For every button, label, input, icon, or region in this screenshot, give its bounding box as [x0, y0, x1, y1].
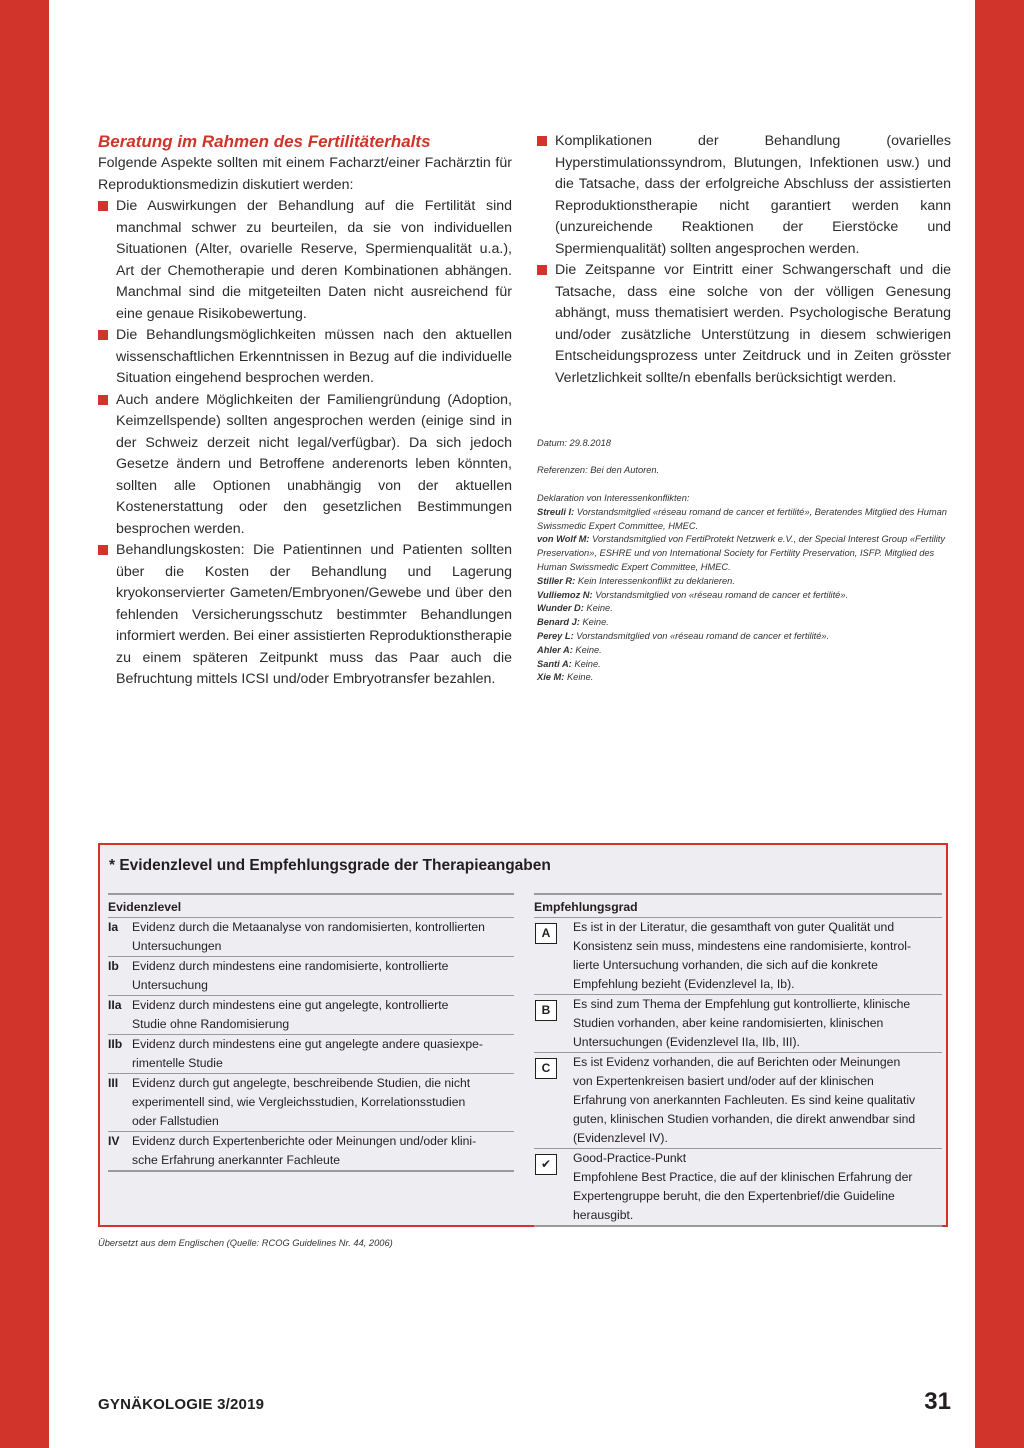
bullet-square-icon: [537, 265, 547, 275]
description-line: (Evidenzlevel IV).: [573, 1131, 668, 1145]
checkmark-icon: ✔: [535, 1154, 557, 1175]
description-line: Evidenz durch mindestens eine gut angelegte, kontrollierte: [132, 998, 449, 1012]
description-line: Empfohlene Best Practice, die auf der klinischen Erfahrung der: [573, 1170, 913, 1184]
declaration-author: Benard J:: [537, 617, 580, 628]
description-line: sche Erfahrung anerkannter Fachleute: [132, 1153, 340, 1167]
description-line: lierte Untersuchung vorhanden, die sich auf die konkrete: [573, 958, 878, 972]
description-line: Erfahrung von anerkannten Fachleuten. Es sind keine qualitativ: [573, 1093, 916, 1107]
declaration-entry: [537, 533, 951, 574]
left-red-margin-bar: [0, 0, 49, 1448]
description-line: Evidenz durch gut angelegte, beschreibende Studien, die nicht: [132, 1076, 471, 1090]
evidence-level-row: [108, 996, 514, 1034]
left-text-column: [98, 131, 512, 691]
declaration-author: Xie M:: [537, 672, 565, 683]
conflict-declarations: [537, 492, 951, 685]
grade-description: [573, 1149, 942, 1225]
description-line: von Expertenkreisen basiert und/oder auf der klinischen: [573, 1074, 874, 1088]
description-line: herausgibt.: [573, 1208, 634, 1222]
source-caption: Übersetzt aus dem Englischen (Quelle: RCOG Guidelines Nr. 44, 2006): [98, 1238, 393, 1248]
declaration-author: Vulliemoz N:: [537, 589, 593, 600]
declaration-text: Keine.: [566, 672, 594, 683]
declaration-heading: Deklaration von Interessenkonflikten:: [537, 493, 690, 503]
declaration-author: Perey L:: [537, 630, 574, 641]
declaration-text: Keine.: [586, 603, 613, 614]
grade-badge: B: [535, 1000, 557, 1021]
right-red-margin-bar: [975, 0, 1024, 1448]
evidence-box-title: * Evidenzlevel und Empfehlungsgrade der Therapieangaben: [109, 857, 551, 874]
bullet-square-icon: [98, 201, 108, 211]
declaration-author: von Wolf M:: [537, 534, 590, 545]
description-line: Konsistenz sein muss, mindestens eine randomisierte, kontrol-: [573, 939, 912, 953]
description-line: Evidenz durch mindestens eine gut angelegte andere quasiexpe-: [132, 1037, 483, 1051]
evidence-level-code: IIa: [108, 998, 122, 1012]
declaration-text: Keine.: [574, 658, 601, 669]
declaration-entry: [537, 658, 951, 672]
evidence-level-code: III: [108, 1076, 119, 1090]
declaration-author: Streuli I:: [537, 506, 575, 517]
declaration-text: Vorstandsmitglied von «réseau romand de cancer et fertilité».: [595, 589, 849, 600]
article-date: Datum: 29.8.2018: [537, 438, 611, 448]
evidence-levels-box: [98, 843, 948, 1227]
grade-description: [573, 995, 942, 1052]
description-line: guten, klinischen Studien vorhanden, die direkt anwendbar sind: [573, 1112, 916, 1126]
recommendation-grade-row: [534, 1149, 942, 1225]
evidence-levels-table: [108, 893, 514, 1172]
grade-badge: C: [535, 1058, 557, 1079]
description-line: Es ist Evidenz vorhanden, die auf Berichten oder Meinungen: [573, 1055, 901, 1069]
bullet-square-icon: [98, 330, 108, 340]
declaration-text: Keine.: [575, 644, 602, 655]
description-line: Untersuchung: [132, 978, 208, 992]
evidence-levels-heading: Evidenzlevel: [108, 900, 182, 914]
bullet-item: Komplikationen der Behandlung (ovarielles Hyperstimulationssyndrom, Blutungen, Infektionen usw.) und die Tatsache, dass der erfolgreiche Abschluss der assistierten Reproduktionstherapie nicht garantiert werden kann (unzureichende Reaktionen der Eierstöcke und Spermienqualität) sollten angesprochen werden.: [537, 131, 951, 260]
grade-badge: A: [535, 923, 557, 944]
grade-description: [573, 918, 942, 994]
declaration-entry: [537, 671, 951, 685]
description-line: Good-Practice-Punkt: [573, 1151, 687, 1165]
description-line: oder Fallstudien: [132, 1114, 219, 1128]
evidence-level-description: [132, 918, 514, 956]
description-line: Untersuchungen: [132, 939, 222, 953]
evidence-level-row: [108, 918, 514, 956]
evidence-level-row: [108, 1035, 514, 1073]
description-line: Evidenz durch die Metaanalyse von randomisierten, kontrollierten: [132, 920, 485, 934]
grade-description: [573, 1053, 942, 1148]
bullet-item: Die Zeitspanne vor Eintritt einer Schwangerschaft und die Tatsache, dass eine solche von der völligen Genesung abhängt, muss thematisiert werden. Psychologische Beratung und/oder zusätzliche Unterstützung in diesem schwierigen Entscheidungsprozess unter Zeitdruck und in Zeiten grösster Verletzlichkeit sollte/n ebenfalls berücksichtigt werden.: [537, 260, 951, 389]
recommendation-grade-row: [534, 1053, 942, 1148]
declaration-author: Santi A:: [537, 658, 572, 669]
journal-issue: GYNÄKOLOGIE 3/2019: [98, 1396, 265, 1413]
declaration-entry: [537, 616, 951, 630]
declaration-entry: [537, 630, 951, 644]
declaration-author: Ahler A:: [537, 644, 573, 655]
recommendation-grades-table: [534, 893, 942, 1227]
declaration-text: Kein Interessenkonflikt zu deklarieren.: [577, 575, 735, 586]
bullet-square-icon: [98, 545, 108, 555]
bullet-item: Die Behandlungsmöglichkeiten müssen nach den aktuellen wissenschaftlichen Erkenntnissen in Bezug auf die individuelle Situation eingehend besprochen werden.: [98, 325, 512, 390]
declaration-list: [537, 506, 951, 685]
declaration-author: Stiller R:: [537, 575, 576, 586]
description-line: Studien vorhanden, aber keine randomisierten, klinischen: [573, 1016, 884, 1030]
declaration-text: Vorstandsmitglied von FertiProtekt Netzwerk e.V., der Special Interest Group «Fertility Preservation», ESHRE und von International Society for Fertility Preservation, ISFP. Mitglied des Human Swissmedic Expert Committee, HMEC.: [537, 534, 945, 572]
declaration-author: Wunder D:: [537, 603, 584, 614]
evidence-level-row: [108, 957, 514, 995]
evidence-level-code: IV: [108, 1134, 120, 1148]
recommendation-grades-heading: Empfehlungsgrad: [534, 900, 638, 914]
description-line: Untersuchungen (Evidenzlevel IIa, IIb, III).: [573, 1035, 800, 1049]
intro-paragraph: Folgende Aspekte sollten mit einem Facharzt/einer Fachärztin für Reproduktionsmedizin diskutiert werden:: [98, 155, 512, 193]
evidence-level-row: [108, 1074, 514, 1131]
evidence-level-description: [132, 1132, 514, 1170]
declaration-text: Keine.: [582, 617, 609, 628]
declaration-entry: [537, 575, 951, 589]
description-line: Evidenz durch Expertenberichte oder Meinungen und/oder klini-: [132, 1134, 477, 1148]
recommendation-grade-row: [534, 918, 942, 994]
evidence-level-description: [132, 1035, 514, 1073]
description-line: Es ist in der Literatur, die gesamthaft von guter Qualität und: [573, 920, 895, 934]
declaration-text: Vorstandsmitglied von «réseau romand de cancer et fertilité».: [576, 630, 830, 641]
bullet-square-icon: [98, 395, 108, 405]
description-line: experimentell sind, wie Vergleichsstudien, Korrelationsstudien: [132, 1095, 466, 1109]
bullet-item: Auch andere Möglichkeiten der Familiengründung (Adoption, Keimzellspende) sollten angesprochen werden (einige sind in der Schweiz derzeit nicht legal/verfügbar). Da sich jedoch Gesetze ändern und Betroffene anderenorts leben könnten, sollten alle Optionen unabhängig von der aktuellen Kostenerstattung oder den gesetzlichen Bestimmungen besprochen werden.: [98, 390, 512, 541]
evidence-level-description: [132, 957, 514, 995]
description-line: Studie ohne Randomisierung: [132, 1017, 290, 1031]
declaration-entry: [537, 644, 951, 658]
page-number: 31: [924, 1388, 951, 1415]
references-note: Referenzen: Bei den Autoren.: [537, 465, 660, 475]
section-heading: Beratung im Rahmen des Fertilitäterhalts: [98, 132, 431, 151]
evidence-level-code: Ia: [108, 920, 119, 934]
recommendation-grade-row: [534, 995, 942, 1052]
declaration-text: Vorstandsmitglied «réseau romand de cancer et fertilité», Beratendes Mitglied des Human Swissmedic Expert Committee, HMEC.: [537, 506, 947, 531]
description-line: Empfehlung bezieht (Evidenzlevel Ia, Ib).: [573, 977, 795, 991]
bullet-item: Die Auswirkungen der Behandlung auf die Fertilität sind manchmal schwer zu beurteilen, da sie von individuellen Situationen (Alter, ovarielle Reserve, Spermienqualität u.a.), Art der Chemotherapie und deren Kombinationen abhängen. Manchmal sind die mitgeteilten Daten nicht ausreichend für eine genaue Risikobewertung.: [98, 196, 512, 325]
evidence-level-row: [108, 1132, 514, 1170]
bullet-square-icon: [537, 136, 547, 146]
description-line: rimentelle Studie: [132, 1056, 223, 1070]
description-line: Expertengruppe beruht, die den Expertenbrief/die Guideline: [573, 1189, 895, 1203]
declaration-entry: [537, 506, 951, 534]
evidence-level-description: [132, 1074, 514, 1131]
declaration-entry: [537, 589, 951, 603]
evidence-level-code: IIb: [108, 1037, 123, 1051]
description-line: Es sind zum Thema der Empfehlung gut kontrollierte, klinische: [573, 997, 911, 1011]
declaration-entry: [537, 602, 951, 616]
bullet-item: Behandlungskosten: Die Patientinnen und Patienten sollten über die Kosten der Behandlung und Lagerung kryokonservierter Gameten/Embryonen/Gewebe und über den fehlenden Versicherungsschutz bestimmter Behandlungen informiert werden. Bei einer assistierten Reproduktionstherapie zu einem späteren Zeitpunkt muss das Paar auch die Befruchtung mittels ICSI und/oder Embryotransfer bezahlen.: [98, 540, 512, 691]
right-text-column: [537, 131, 951, 389]
evidence-level-description: [132, 996, 514, 1034]
evidence-level-code: Ib: [108, 959, 119, 973]
description-line: Evidenz durch mindestens eine randomisierte, kontrollierte: [132, 959, 449, 973]
